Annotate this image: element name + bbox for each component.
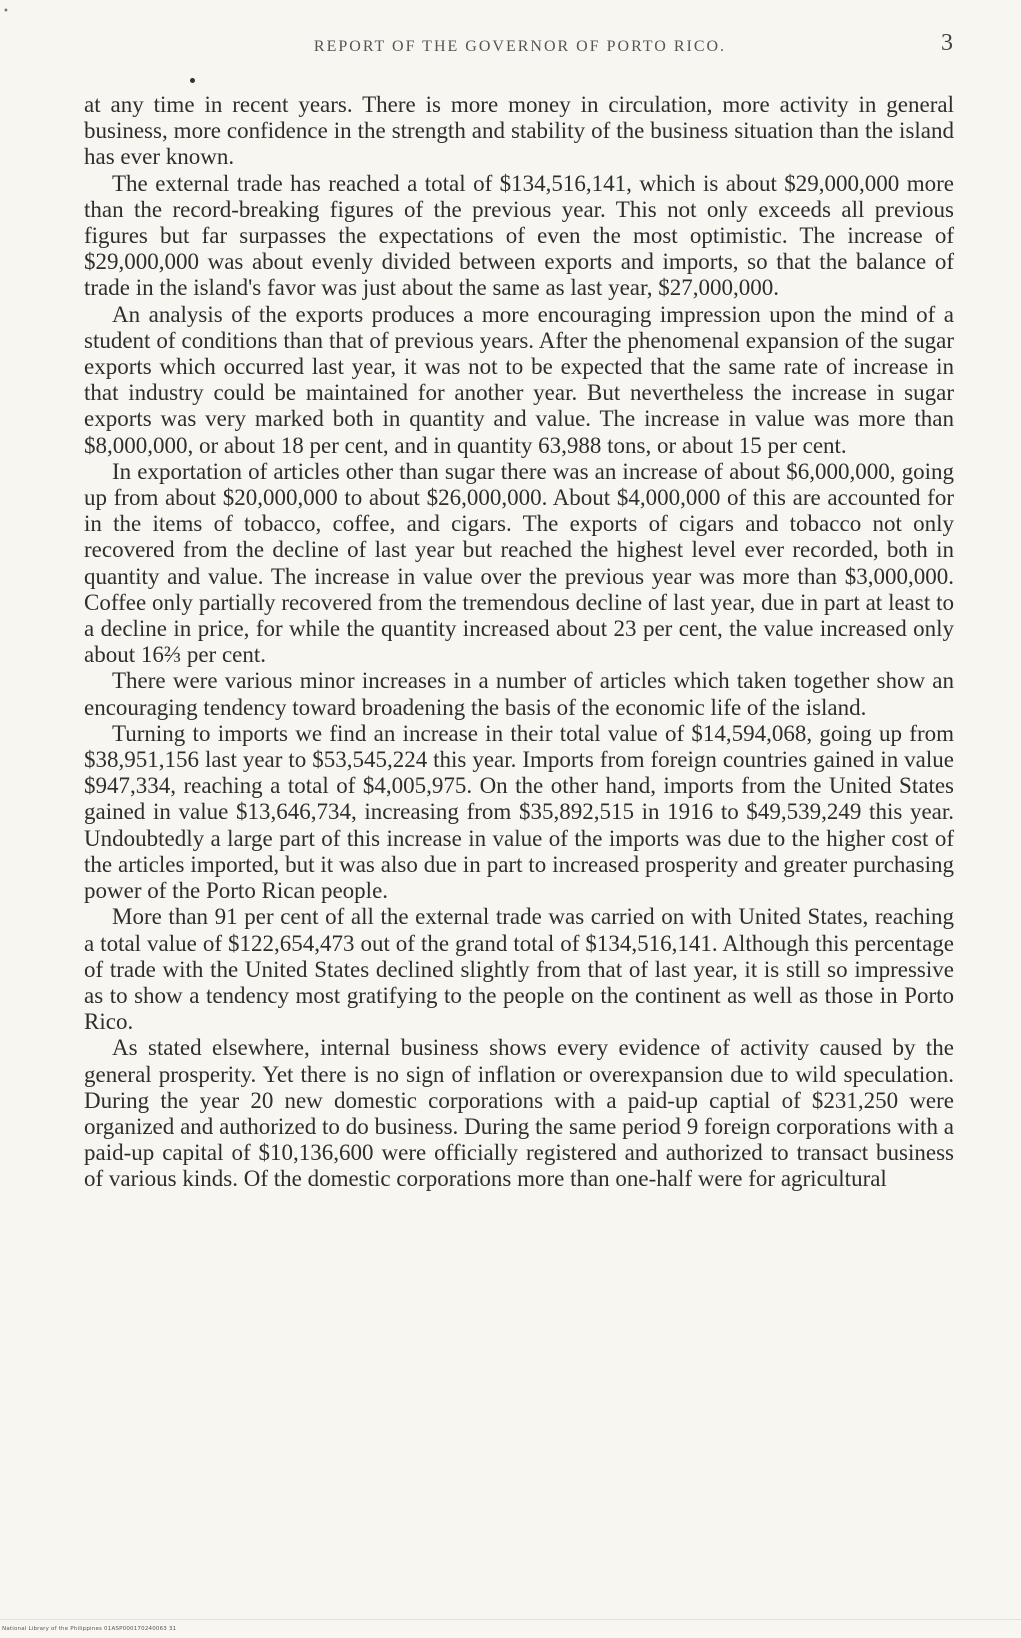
paragraph-internal-business: As stated elsewhere, internal business shows every evidence of activity caused by the general prosperity. Yet there is no sign of inflation or overexpansion due to wild speculation. During the year 20 new domestic corporations with a paid-up captial of $231,250 were organized and authorized to do business. During the same period 9 foreign corporations with a paid-up capital of $10,136,600 were officially registered and authorized to transact business of various kinds. Of the domestic corporations more than one-half were for agricultural	[84, 1035, 954, 1192]
paragraph-imports: Turning to imports we find an increase in their total value of $14,594,068, going up from $38,951,156 last year to $53,545,224 this year. Imports from foreign countries gained in value $947,334, reaching a total of $4,005,975. On the other hand, imports from the United States gained in value $13,646,734, increasing from $35,892,515 in 1916 to $49,539,249 this year. Undoubtedly a large part of this increase in value of the imports was due to the higher cost of the articles imported, but it was also due in part to increased prosperity and greater purchasing power of the Porto Rican people.	[84, 720, 954, 904]
paragraph-united-states-trade: More than 91 per cent of all the external trade was carried on with United States, reaching a total value of $122,654,473 out of the grand total of $134,516,141. Although this percentage of trade with the United States declined slightly from that of last year, it is still so impressive as to show a tendency most gratifying to the people on the continent as well as those in Porto Rico.	[84, 904, 954, 1035]
running-header: REPORT OF THE GOVERNOR OF PORTO RICO.	[313, 38, 727, 55]
paragraph-other-exports: In exportation of articles other than sugar there was an increase of about $6,000,000, going up from about $20,000,000 to about $26,000,000. About $4,000,000 of this are accounted for in the items of tobacco, coffee, and cigars. The exports of cigars and tobacco not only recovered from the decline of last year but reached the highest level ever recorded, both in quantity and value. The increase in value over the previous year was more than $3,000,000. Coffee only partially recovered from the tremendous decline of last year, due in part at least to a decline in price, for while the quantity increased about 23 per cent, the value increased only about 16⅔ per cent.	[84, 458, 954, 668]
ink-dot	[190, 78, 195, 83]
scan-mark: •	[3, 6, 9, 17]
scan-footer: National Library of the Philippines 01ASP000170240063 31	[2, 1626, 177, 1632]
page-number: 3	[941, 30, 953, 56]
page-divider	[0, 1619, 1021, 1620]
paragraph-minor-increases: There were various minor increases in a number of articles which taken together show an encouraging tendency toward broadening the basis of the economic life of the island.	[84, 668, 954, 720]
paragraph-exports-analysis: An analysis of the exports produces a more encouraging impression upon the mind of a student of conditions than that of previous years. After the phenomenal expansion of the sugar exports which occurred last year, it was not to be expected that the same rate of increase in that industry could be maintained for another year. But nevertheless the increase in sugar exports was very marked both in quantity and value. The increase in value was more than $8,000,000, or about 18 per cent, and in quantity 63,988 tons, or about 15 per cent.	[84, 301, 954, 458]
body-text	[84, 92, 954, 1193]
paragraph-external-trade: The external trade has reached a total of $134,516,141, which is about $29,000,000 more than the record-breaking figures of the previous year. This not only exceeds all previous figures but far surpasses the expectations of even the most optimistic. The increase of $29,000,000 was about evenly divided between exports and imports, so that the balance of trade in the island's favor was just about the same as last year, $27,000,000.	[84, 170, 954, 301]
paragraph-continuation: at any time in recent years. There is more money in circulation, more activity in general business, more confidence in the strength and stability of the business situation than the island has ever known.	[84, 92, 954, 170]
